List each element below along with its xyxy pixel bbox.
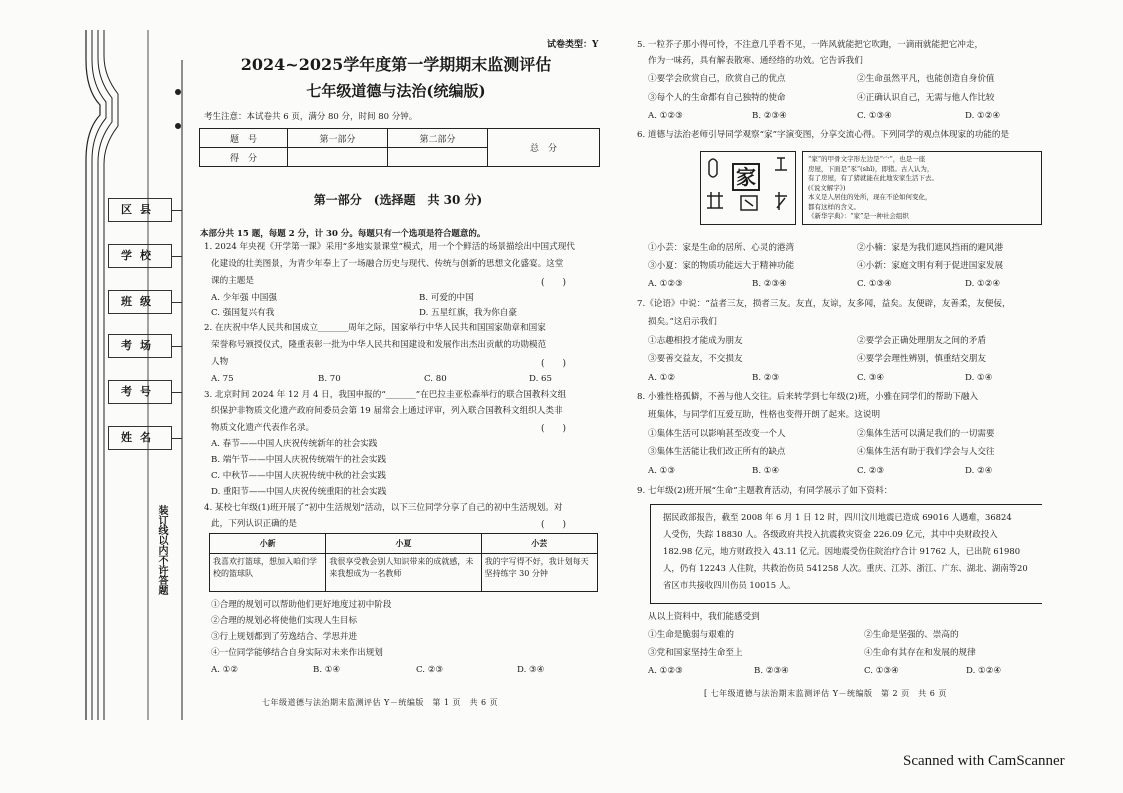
q9-statement: ③党和国家坚持生命至上 bbox=[648, 648, 743, 658]
q6-option: C. ①③④ bbox=[857, 279, 892, 289]
q6-option: D. ①②④ bbox=[965, 279, 1001, 289]
q4-line: 4. 某校七年级(1)班开展了“初中生活规划”活动，以下三位同学分享了自己的初中生活规划。对 bbox=[204, 503, 563, 513]
subject-title: 七年级道德与法治(统编版) bbox=[306, 82, 486, 100]
q2-option: B. 70 bbox=[318, 374, 341, 384]
exam-title: 2024~2025学年度第一学期期末监测评估 bbox=[240, 55, 552, 74]
score-header-cell: 第二部分 bbox=[388, 129, 488, 148]
score-row-label: 得 分 bbox=[200, 148, 288, 167]
q2-line: 荣誉称号颁授仪式，隆重表彰一批为中华人民共和国建设和发展作出杰出贡献的功勋模范 bbox=[211, 340, 547, 350]
q2-answer-paren: ( ) bbox=[541, 359, 567, 369]
q9-option: D. ①②④ bbox=[966, 666, 1002, 676]
q8-line: 班集体，与同学们互爱互助，性格也变得开朗了起来。这说明 bbox=[648, 410, 881, 420]
q8-option: A. ①③ bbox=[648, 466, 676, 476]
q8-option: B. ①④ bbox=[752, 466, 780, 476]
q6-statement: ④小新：家庭文明有利于促进国家发展 bbox=[857, 261, 1004, 271]
q4-option: A. ①② bbox=[211, 665, 239, 675]
q8-statement: ①集体生活可以影响甚至改变一个人 bbox=[648, 429, 786, 439]
paper-type-label: 试卷类型：Y bbox=[547, 40, 599, 50]
q8-line: 8. 小雅性格孤僻，不善与他人交往。后来转学到七年级(2)班，小雅在同学们的帮助下融入 bbox=[637, 392, 979, 402]
q7-statement: ①志趣相投才能成为朋友 bbox=[648, 336, 743, 346]
field-exam-room: 考场 bbox=[108, 334, 172, 358]
plan-header-xiaoyun: 小芸 bbox=[481, 534, 597, 554]
q5-option: C. ①③④ bbox=[857, 111, 892, 121]
q3-line: 织保护非物质文化遗产政府间委员会第 19 届常会上通过评审，列入联合国教科文组织人类非 bbox=[211, 406, 563, 416]
q2-option: A. 75 bbox=[211, 374, 234, 384]
score-table bbox=[199, 128, 600, 167]
q8-statement: ④集体生活有助于我们学会与人交往 bbox=[857, 447, 995, 457]
q7-option: A. ①② bbox=[648, 373, 676, 383]
plan-header-xiaoxin: 小新 bbox=[210, 534, 326, 554]
exam-notice: 考生注意：本试卷共 6 页，满分 80 分，时间 80 分钟。 bbox=[204, 112, 418, 122]
q9-option: C. ①③④ bbox=[864, 666, 899, 676]
plan-cell-xiaoxia: 我很享受教会别人知识带来的成就感，未来我想成为一名教师 bbox=[326, 554, 481, 592]
plan-cell-xiaoxin: 我喜欢打篮球，想加入咱们学校的篮球队 bbox=[210, 554, 326, 592]
q3-answer-paren: ( ) bbox=[541, 424, 567, 434]
q1-line: 课的主题是 bbox=[211, 276, 254, 286]
page1-footer: 七年级道德与法治期末监测评估 Y－统编版 第 1 页 共 6 页 bbox=[262, 698, 499, 707]
q9-statement: ④生命有其存在和发展的规律 bbox=[864, 648, 976, 658]
q5-statement: ②生命虽然平凡，也能创造自身价值 bbox=[857, 74, 995, 84]
field-name: 姓名 bbox=[108, 426, 172, 450]
q8-option: D. ②④ bbox=[965, 466, 993, 476]
q9-ask: 从以上资料中，我们能感受到 bbox=[648, 612, 760, 622]
q9-material-line: 人，仍有 12243 人住院，共救治伤员 541258 人次。重庆、江苏、浙江、广东、湖北、湖南等20 bbox=[663, 563, 1028, 573]
q6-statement: ②小楠：家是为我们遮风挡雨的避风港 bbox=[857, 243, 1004, 253]
q2-option: C. 80 bbox=[424, 374, 447, 384]
q9-option: B. ②③④ bbox=[754, 666, 789, 676]
q5-statement: ①要学会欣赏自己，欣赏自己的优点 bbox=[648, 74, 786, 84]
q4-answer-paren: ( ) bbox=[541, 520, 567, 530]
q4-statement: ④一位同学能够结合自身实际对未来作出规划 bbox=[211, 648, 383, 658]
binding-curve-lines bbox=[78, 30, 184, 720]
field-exam-number: 考号 bbox=[108, 380, 172, 404]
q7-statement: ③要善交益友，不交损友 bbox=[648, 354, 743, 364]
q2-option: D. 65 bbox=[529, 374, 552, 384]
q8-statement: ②集体生活可以满足我们的一切需要 bbox=[857, 429, 995, 439]
q3-line: 物质文化遗产代表作名录。 bbox=[211, 423, 315, 433]
q4-option: C. ②③ bbox=[416, 665, 444, 675]
q3-line: 3. 北京时间 2024 年 12 月 4 日，我国申报的“_______”在巴拉圭亚松森举行的联合国教科文组 bbox=[204, 390, 567, 400]
field-class: 班级 bbox=[108, 290, 172, 314]
q1-answer-paren: ( ) bbox=[541, 278, 567, 288]
field-school: 学校 bbox=[108, 244, 172, 268]
q3-option: B. 端午节——中国人庆祝传统端午的社会实践 bbox=[211, 455, 387, 465]
q7-line: 损矣。”这启示我们 bbox=[648, 317, 717, 327]
q4-option: B. ①④ bbox=[313, 665, 341, 675]
score-cell bbox=[388, 148, 488, 167]
q7-line: 7.《论语》中说：“益者三友，损者三友。友直，友谅，友多闻，益矣。友便辟，友善柔，友便佞， bbox=[637, 299, 1011, 309]
q4-option: D. ③④ bbox=[517, 665, 545, 675]
q3-option: C. 中秋节——中国人庆祝传统中秋的社会实践 bbox=[211, 471, 387, 481]
q6-statement: ①小芸：家是生命的居所、心灵的港湾 bbox=[648, 243, 795, 253]
q2-line: 人物 bbox=[211, 357, 229, 367]
q2-line: 2. 在庆祝中华人民共和国成立_______周年之际，国家举行中华人民共和国国家勋章和国家 bbox=[204, 323, 546, 333]
q1-option: D. 五星红旗，我为你自豪 bbox=[419, 308, 517, 318]
q5-option: A. ①②③ bbox=[648, 111, 683, 121]
q9-material-box bbox=[650, 504, 1042, 604]
score-header-cell: 第一部分 bbox=[288, 129, 388, 148]
field-district: 区县 bbox=[108, 198, 172, 222]
q5-statement: ③每个人的生命都有自己独特的使命 bbox=[648, 93, 786, 103]
q5-option: D. ①②④ bbox=[965, 111, 1001, 121]
q3-option: D. 重阳节——中国人庆祝传统重阳的社会实践 bbox=[211, 487, 387, 497]
q3-option: A. 春节——中国人庆祝传统新年的社会实践 bbox=[211, 439, 378, 449]
q1-line: 1. 2024 年央视《开学第一课》采用“多地实景课堂”模式，用一个个鲜活的场景描绘出中国式现代 bbox=[204, 242, 575, 252]
q6-option: B. ②③④ bbox=[752, 279, 787, 289]
q1-option: C. 强国复兴有我 bbox=[211, 308, 275, 318]
q9-line: 9. 七年级(2)班开展“生命”主题教育活动，有同学展示了如下资料： bbox=[637, 486, 893, 496]
q9-material-line: 省区市共接收四川伤员 10015 人。 bbox=[663, 580, 796, 590]
q9-option: A. ①②③ bbox=[648, 666, 683, 676]
q4-line: 此，下列认识正确的是 bbox=[211, 519, 297, 529]
q7-option: C. ③④ bbox=[857, 373, 885, 383]
q5-line: 作为一味药，具有解表散寒、通经络的功效。它告诉我们 bbox=[648, 56, 863, 66]
q1-line: 化建设的壮美图景，为青少年奉上了一场融合历史与现代、传统与创新的思想文化盛宴。这堂 bbox=[211, 259, 564, 269]
q9-statement: ②生命是坚强的、崇高的 bbox=[864, 630, 959, 640]
q7-statement: ②要学会正确处理朋友之间的矛盾 bbox=[857, 336, 986, 346]
q1-option: A. 少年强 中国强 bbox=[211, 293, 277, 303]
q5-line: 5. 一粒芥子那小得可怜，不注意几乎看不见，一阵风就能把它吹跑，一滴雨就能把它冲走， bbox=[637, 40, 984, 50]
binding-strip bbox=[78, 30, 184, 720]
score-header-cell: 题 号 bbox=[200, 129, 288, 148]
part1-title: 第一部分 (选择题 共 30 分) bbox=[313, 193, 483, 207]
scanner-watermark: Scanned with CamScanner bbox=[903, 753, 1065, 769]
q5-option: B. ②③④ bbox=[752, 111, 787, 121]
q6-option: A. ①②③ bbox=[648, 279, 683, 289]
plan-header-xiaoxia: 小夏 bbox=[326, 534, 481, 554]
q4-statement: ①合理的规划可以帮助他们更好地度过初中阶段 bbox=[211, 600, 392, 610]
q9-statement: ①生命是脆弱与艰难的 bbox=[648, 630, 734, 640]
q7-option: D. ①④ bbox=[965, 373, 993, 383]
page2-footer: [ 七年级道德与法治期末监测评估 Y－统编版 第 2 页 共 6 页 bbox=[704, 689, 947, 698]
q4-statement: ②合理的规划必将使他们实现人生目标 bbox=[211, 616, 358, 626]
q6-statement: ③小夏：家的物质功能远大于精神功能 bbox=[648, 261, 795, 271]
q9-material-line: 182.98 亿元，地方财政投入 43.11 亿元。因地震受伤住院治疗合计 91762 人，已出院 61980 bbox=[663, 546, 1021, 556]
q7-statement: ④要学会理性辨别，慎重结交朋友 bbox=[857, 354, 986, 364]
q9-material-line: 据民政部报告，截至 2008 年 6 月 1 日 12 时，四川汶川地震已造成 69016 人遇难，36824 bbox=[663, 512, 1012, 522]
plan-cell-xiaoyun: 我的字写得不好，我计划每天坚持练字 30 分钟 bbox=[481, 554, 597, 592]
q7-option: B. ②③ bbox=[752, 373, 780, 383]
q4-plan-table bbox=[209, 533, 598, 592]
part1-instruction: 本部分共 15 题，每题 2 分，计 30 分。每题只有一个选项是符合题意的。 bbox=[200, 229, 486, 239]
q8-statement: ③集体生活能让我们改正所有的缺点 bbox=[648, 447, 786, 457]
q5-statement: ④正确认识自己，无需与他人作比较 bbox=[857, 93, 995, 103]
q4-statement: ③行上规划都到了劳逸结合、学思并进 bbox=[211, 632, 358, 642]
q6-line: 6. 道德与法治老师引导同学观察“家”字演变图，分享交流心得。下列同学的观点体现家的功能的是 bbox=[637, 130, 1010, 140]
binding-seal-text: 装订线以内不许答题 bbox=[156, 505, 167, 595]
home-character: 家 bbox=[732, 163, 760, 191]
score-cell bbox=[288, 148, 388, 167]
q1-option: B. 可爱的中国 bbox=[419, 293, 474, 303]
q9-material-line: 人受伤，失踪 18830 人。各级政府共投入抗震救灾资金 226.09 亿元，其中中央财政投入 bbox=[663, 529, 998, 539]
score-header-cell: 总 分 bbox=[488, 129, 600, 167]
home-character-explanation: “家”的甲骨文字形左边是“宀”，也是一座 房屋，下面是“豕”(shǐ)，即猪。古人认为， 有了房屋，有了猪就能在此地安家生活下去。 (《说文解字》) 本义是人居住的处所，现在不论如何变化， 都有这样的含义。 《新华字典》：“家”是一种社会组织 bbox=[802, 151, 1042, 225]
q8-option: C. ②③ bbox=[857, 466, 885, 476]
